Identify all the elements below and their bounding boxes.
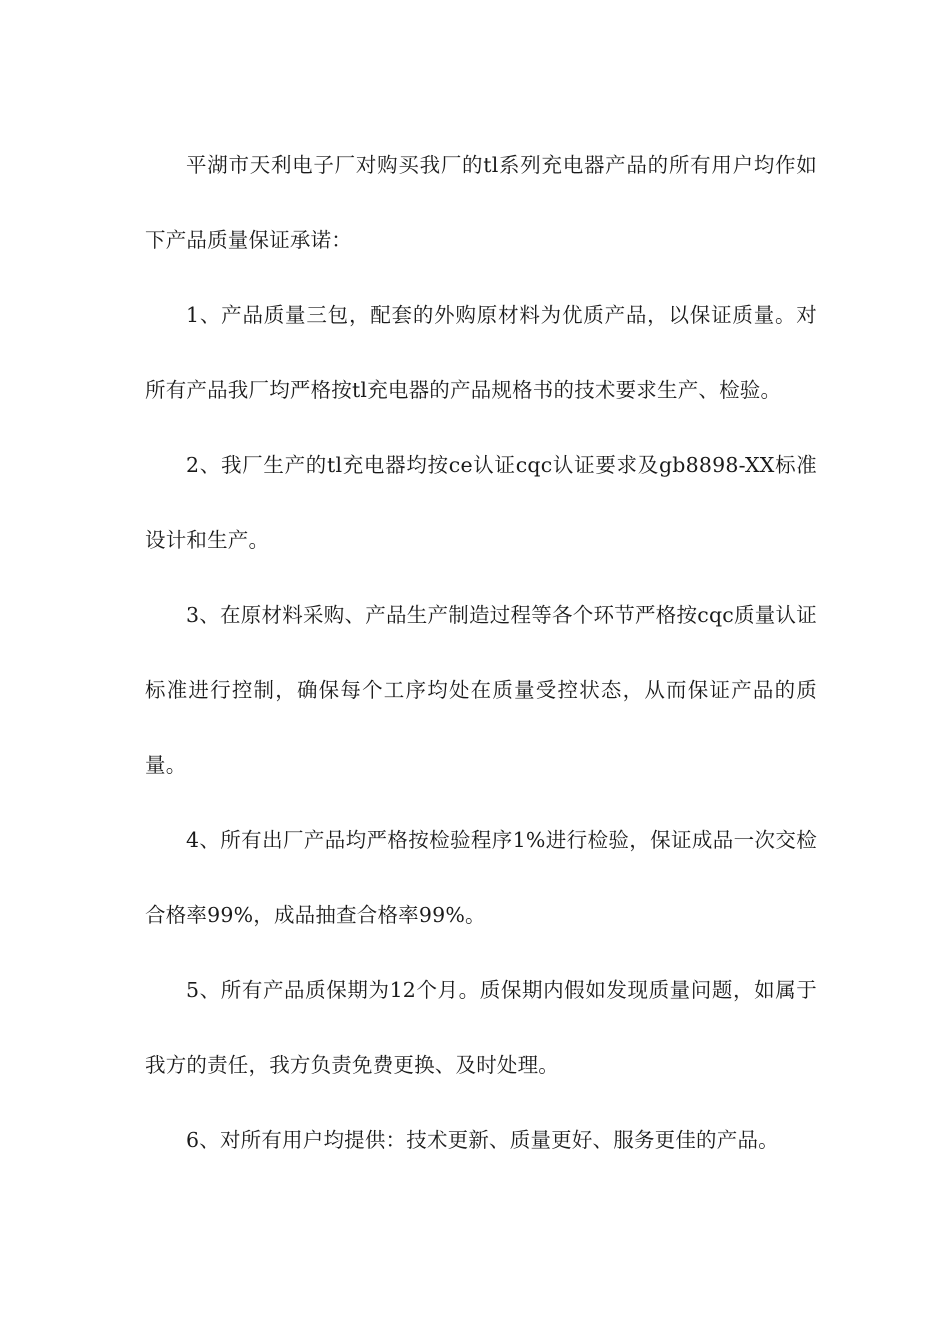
commitment-paragraph-2: 2、我厂生产的tl充电器均按ce认证cqc认证要求及gb8898-XX标准设计和生产。: [145, 453, 817, 552]
commitment-paragraph-3: 3、在原材料采购、产品生产制造过程等各个环节严格按cqc质量认证标准进行控制，确保每个工序均处在质量受控状态，从而保证产品的质量。: [145, 603, 817, 777]
document-body: [145, 128, 817, 1178]
commitment-paragraph-6: 6、对所有用户均提供：技术更新、质量更好、服务更佳的产品。: [186, 1128, 779, 1152]
intro-paragraph: 平湖市天利电子厂对购买我厂的tl系列充电器产品的所有用户均作如下产品质量保证承诺：: [145, 153, 817, 252]
commitment-paragraph-5: 5、所有产品质保期为12个月。质保期内假如发现质量问题，如属于我方的责任，我方负责免费更换、及时处理。: [145, 978, 817, 1077]
commitment-paragraph-4: 4、所有出厂产品均严格按检验程序1%进行检验，保证成品一次交检合格率99%，成品抽查合格率99%。: [145, 828, 817, 927]
commitment-paragraph-1: 1、产品质量三包，配套的外购原材料为优质产品，以保证质量。对所有产品我厂均严格按tl充电器的产品规格书的技术要求生产、检验。: [145, 303, 817, 402]
